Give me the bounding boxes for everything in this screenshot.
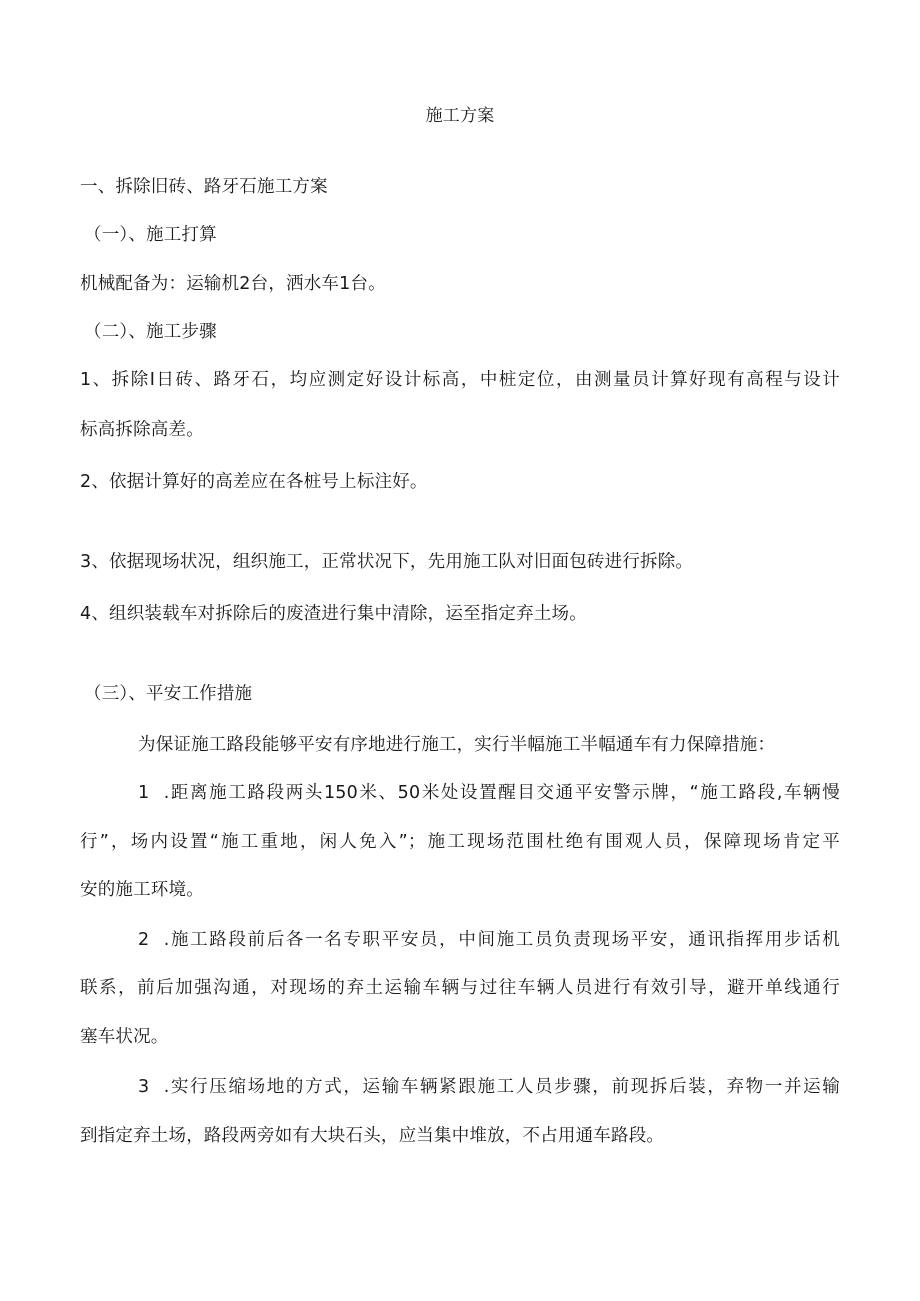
measure-1-line-2: 行”，场内设置“施工重地，闲人免入”；施工现场范围杜绝有围观人员，保障现场肯定平 <box>80 832 840 852</box>
measure-1-line-3: 安的施工环境。 <box>80 880 204 900</box>
paragraph-machinery: 机械配备为：运输机2台，洒水车1台。 <box>80 274 386 294</box>
measure-1-line-1: 1 .距离施工路段两头150米、50米处设置醒目交通平安警示牌，“施工路段,车辆慢 <box>138 783 840 803</box>
paragraph-step-4: 4、组织装载车对拆除后的废渣进行集中清除，运至指定弃土场。 <box>80 604 587 624</box>
paragraph-step-3: 3、依据现场状况，组织施工，正常状况下，先用施工队对旧面包砖进行拆除。 <box>80 552 694 572</box>
subsection-heading-steps: （二）、施工步骤 <box>84 322 217 342</box>
subsection-heading-safety: （三）、平安工作措施 <box>84 684 253 704</box>
page-title: 施工方案 <box>425 106 495 126</box>
section-heading: 一、拆除旧砖、路牙石施工方案 <box>80 177 328 197</box>
subsection-heading-preparation: （一）、施工打算 <box>84 225 217 245</box>
measure-2-line-3: 塞车状况。 <box>80 1027 169 1047</box>
measure-2-line-2: 联系，前后加强沟通，对现场的弃土运输车辆与过往车辆人员进行有效引导，避开单线通行 <box>80 978 840 998</box>
paragraph-step-2: 2、依据计算好的高差应在各桩号上标注好。 <box>80 472 428 492</box>
measure-3-line-1: 3 .实行压缩场地的方式，运输车辆紧跟施工人员步骤，前现拆后装，弃物一并运输 <box>138 1077 840 1097</box>
paragraph-safety-intro: 为保证施工路段能够平安有序地进行施工，实行半幅施工半幅通车有力保障措施： <box>138 735 776 755</box>
paragraph-step-1-line-2: 标高拆除高差。 <box>80 420 204 440</box>
measure-3-line-2: 到指定弃土场，路段两旁如有大块石头，应当集中堆放，不占用通车路段。 <box>80 1126 665 1146</box>
measure-2-line-1: 2 .施工路段前后各一名专职平安员，中间施工员负责现场平安，通讯指挥用步话机 <box>138 930 840 950</box>
paragraph-step-1-line-1: 1、拆除I日砖、路牙石，均应测定好设计标高，中桩定位，由测量员计算好现有高程与设计 <box>80 370 840 390</box>
